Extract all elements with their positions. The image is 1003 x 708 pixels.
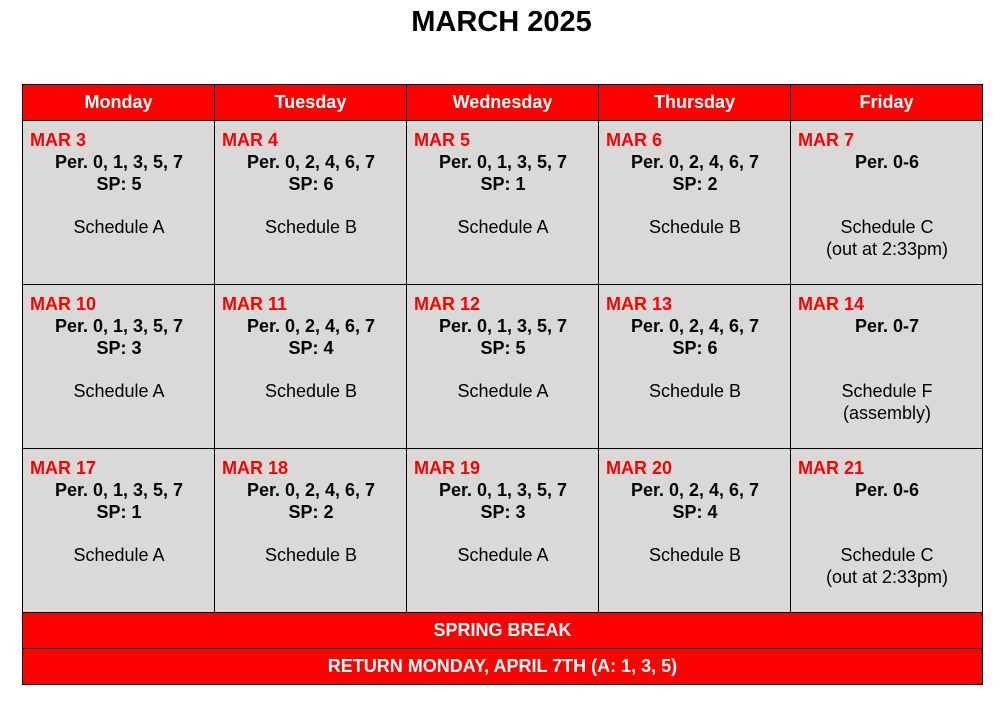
day-schedule: Schedule A — [457, 217, 549, 237]
day-content — [599, 121, 790, 238]
day-periods: Per. 0, 1, 3, 5, 7 — [438, 480, 568, 500]
day-content — [23, 449, 214, 566]
header-thursday: Thursday — [599, 85, 791, 121]
day-schedule: Schedule A — [73, 217, 165, 237]
day-cell — [407, 449, 599, 613]
day-date: MAR 17 — [30, 458, 97, 478]
banner-row — [23, 613, 983, 649]
header-monday: Monday — [23, 85, 215, 121]
day-schedule: Schedule A — [73, 381, 165, 401]
day-date: MAR 4 — [222, 130, 279, 150]
day-periods: Per. 0-6 — [854, 152, 920, 172]
day-sp: SP: 2 — [288, 502, 334, 522]
day-periods: Per. 0, 2, 4, 6, 7 — [630, 152, 760, 172]
day-periods: Per. 0, 2, 4, 6, 7 — [630, 480, 760, 500]
banner-row — [23, 649, 983, 685]
day-sp: SP: 3 — [480, 502, 526, 522]
day-sp: SP: 6 — [288, 174, 334, 194]
day-date: MAR 7 — [798, 130, 855, 150]
day-date: MAR 12 — [414, 294, 481, 314]
day-cell — [215, 285, 407, 449]
day-note: (out at 2:33pm) — [825, 567, 949, 587]
day-sp: SP: 1 — [480, 174, 526, 194]
day-sp: SP: 3 — [96, 338, 142, 358]
day-content — [23, 285, 214, 402]
day-periods: Per. 0, 1, 3, 5, 7 — [54, 316, 184, 336]
day-schedule: Schedule A — [457, 381, 549, 401]
day-sp: SP: 6 — [672, 338, 718, 358]
day-cell — [791, 285, 983, 449]
week-row — [23, 449, 983, 613]
day-date: MAR 21 — [798, 458, 865, 478]
day-cell — [599, 285, 791, 449]
day-sp-spacer — [798, 501, 976, 523]
day-schedule: Schedule B — [264, 217, 358, 237]
day-date: MAR 11 — [222, 294, 288, 314]
day-periods: Per. 0, 1, 3, 5, 7 — [438, 152, 568, 172]
day-date: MAR 18 — [222, 458, 289, 478]
day-periods: Per. 0, 1, 3, 5, 7 — [54, 152, 184, 172]
day-schedule: Schedule B — [648, 381, 742, 401]
day-periods: Per. 0-7 — [854, 316, 920, 336]
day-cell — [791, 121, 983, 285]
day-schedule: Schedule C — [840, 545, 934, 565]
week-row — [23, 285, 983, 449]
day-cell — [791, 449, 983, 613]
day-schedule: Schedule B — [264, 381, 358, 401]
day-content — [215, 449, 406, 566]
week-row — [23, 121, 983, 285]
day-cell — [23, 121, 215, 285]
header-wednesday: Wednesday — [407, 85, 599, 121]
day-note: (out at 2:33pm) — [825, 239, 949, 259]
day-content — [791, 449, 982, 588]
day-sp: SP: 2 — [672, 174, 718, 194]
page-title: MARCH 2025 — [411, 6, 592, 38]
day-sp: SP: 5 — [480, 338, 526, 358]
calendar-table — [22, 84, 983, 685]
day-periods: Per. 0-6 — [854, 480, 920, 500]
day-schedule: Schedule A — [457, 545, 549, 565]
day-sp: SP: 1 — [96, 502, 142, 522]
day-cell — [23, 449, 215, 613]
return-banner: RETURN MONDAY, APRIL 7TH (A: 1, 3, 5) — [23, 649, 983, 685]
weekday-header-row — [23, 85, 983, 121]
day-sp: SP: 4 — [288, 338, 334, 358]
day-date: MAR 5 — [414, 130, 471, 150]
day-schedule: Schedule C — [840, 217, 934, 237]
header-tuesday: Tuesday — [215, 85, 407, 121]
day-content — [215, 285, 406, 402]
day-cell — [215, 449, 407, 613]
day-cell — [599, 449, 791, 613]
day-periods: Per. 0, 2, 4, 6, 7 — [630, 316, 760, 336]
day-content — [791, 285, 982, 424]
day-date: MAR 6 — [606, 130, 663, 150]
day-content — [407, 449, 598, 566]
spring-break-banner: SPRING BREAK — [23, 613, 983, 649]
day-date: MAR 13 — [606, 294, 673, 314]
day-date: MAR 10 — [30, 294, 97, 314]
day-periods: Per. 0, 1, 3, 5, 7 — [438, 316, 568, 336]
day-cell — [23, 285, 215, 449]
day-sp: SP: 5 — [96, 174, 142, 194]
day-content — [407, 285, 598, 402]
day-cell — [407, 121, 599, 285]
day-date: MAR 20 — [606, 458, 673, 478]
day-sp-spacer — [798, 173, 976, 195]
day-content — [407, 121, 598, 238]
day-periods: Per. 0, 1, 3, 5, 7 — [54, 480, 184, 500]
day-sp-spacer — [798, 337, 976, 359]
day-schedule: Schedule B — [648, 545, 742, 565]
day-content — [215, 121, 406, 238]
day-note: (assembly) — [842, 403, 931, 423]
day-schedule: Schedule B — [648, 217, 742, 237]
day-content — [23, 121, 214, 238]
day-periods: Per. 0, 2, 4, 6, 7 — [246, 316, 376, 336]
day-cell — [407, 285, 599, 449]
day-date: MAR 3 — [30, 130, 87, 150]
day-periods: Per. 0, 2, 4, 6, 7 — [246, 152, 376, 172]
day-schedule: Schedule A — [73, 545, 165, 565]
day-sp: SP: 4 — [672, 502, 718, 522]
day-content — [599, 449, 790, 566]
header-friday: Friday — [791, 85, 983, 121]
day-content — [791, 121, 982, 260]
day-cell — [599, 121, 791, 285]
day-date: MAR 14 — [798, 294, 865, 314]
day-cell — [215, 121, 407, 285]
day-schedule: Schedule F — [841, 381, 933, 401]
day-date: MAR 19 — [414, 458, 481, 478]
day-schedule: Schedule B — [264, 545, 358, 565]
day-periods: Per. 0, 2, 4, 6, 7 — [246, 480, 376, 500]
day-content — [599, 285, 790, 402]
